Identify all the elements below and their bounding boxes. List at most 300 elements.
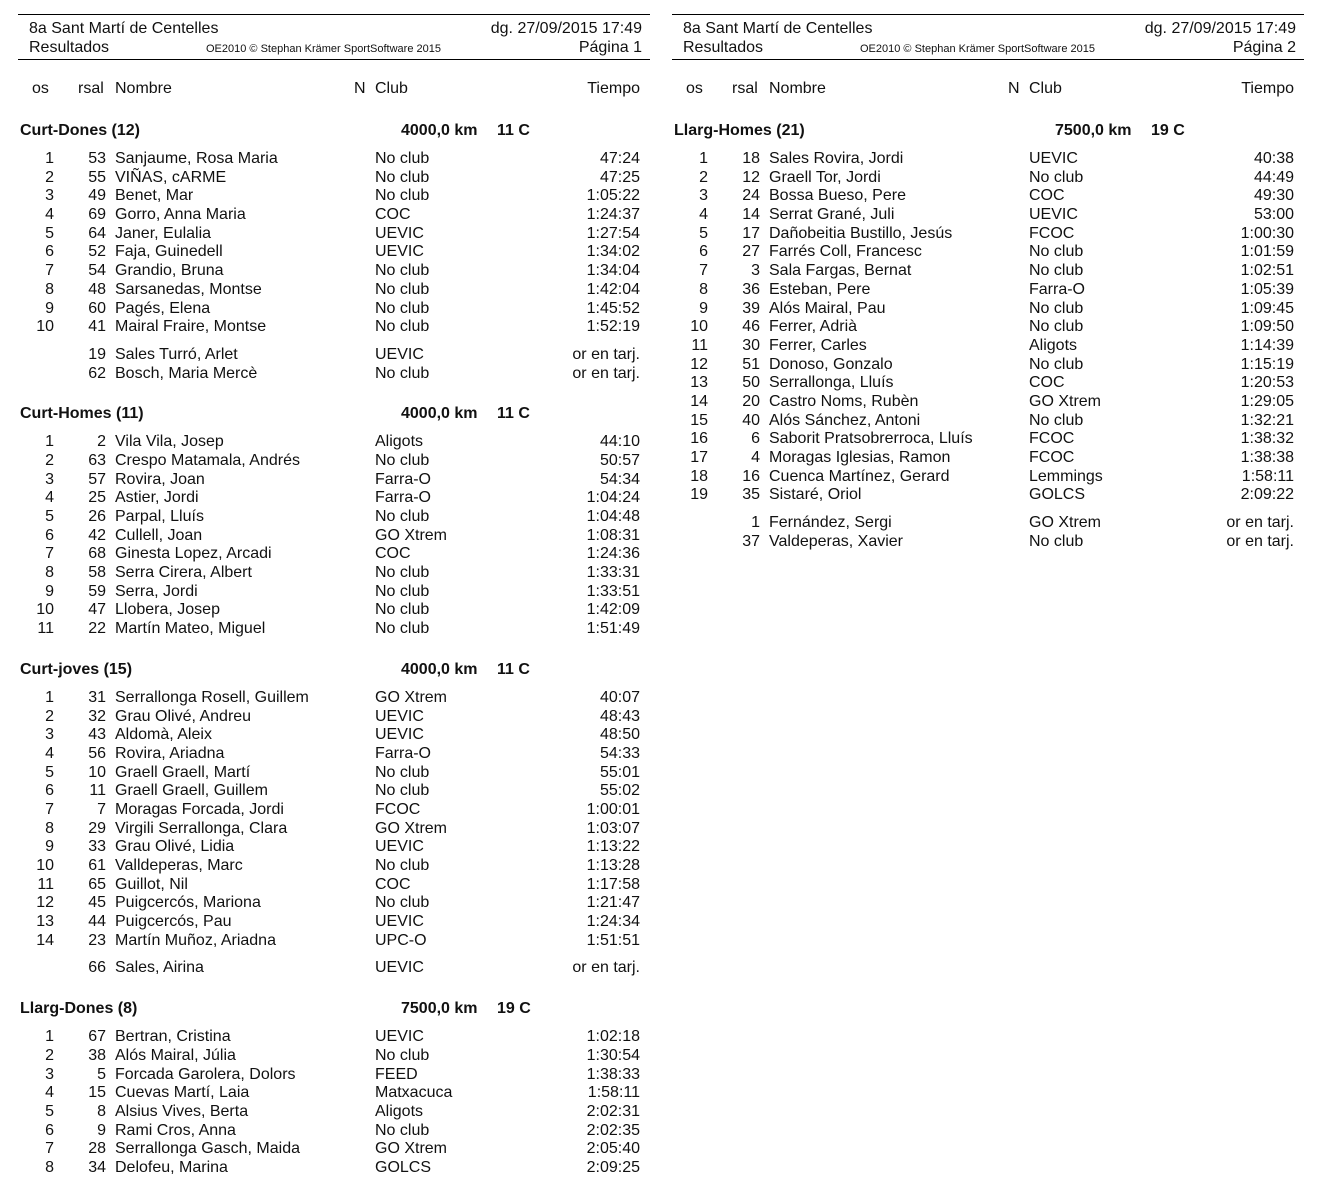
result-row [18, 262, 650, 281]
bib-number: 48 [88, 280, 106, 298]
bib-number: 28 [88, 1140, 106, 1158]
bib-number: 55 [88, 168, 106, 186]
bib-number: 9 [97, 1121, 106, 1139]
finish-time: 1:29:05 [1240, 392, 1294, 410]
runner-name: Farrés Coll, Francesc [769, 243, 922, 261]
runner-name: Serrallonga Gasch, Maida [115, 1140, 300, 1158]
club-name: UEVIC [1029, 150, 1078, 167]
runner-name: Valldeperas, Marc [115, 857, 243, 874]
result-row [18, 782, 650, 801]
finish-time: 1:33:51 [586, 582, 640, 600]
runner-name: Benet, Mar [115, 187, 194, 205]
club-name: GO Xtrem [375, 1140, 448, 1158]
club-name: GO Xtrem [375, 526, 448, 544]
runner-name: Bertran, Cristina [115, 1028, 231, 1046]
bib-number: 16 [742, 467, 760, 485]
result-row [18, 187, 650, 206]
result-row [18, 564, 650, 583]
runner-name: Grau Olivé, Andreu [115, 707, 252, 725]
bib-number: 29 [88, 819, 106, 837]
position: 12 [690, 355, 708, 373]
position: 6 [45, 782, 54, 800]
finish-time: 50:57 [599, 451, 640, 469]
runner-name: Sanjaume, Rosa Maria [115, 150, 278, 167]
result-row [18, 1028, 650, 1047]
result-row [18, 300, 650, 319]
position: 14 [36, 931, 54, 949]
finish-time: 47:24 [599, 150, 640, 167]
club-name: No club [375, 187, 430, 205]
club-name: No club [1029, 355, 1084, 373]
result-row [672, 225, 1304, 244]
position: 5 [45, 224, 54, 242]
position: 6 [699, 243, 708, 261]
finish-time: 1:02:18 [586, 1028, 640, 1046]
col-n: N [1008, 80, 1020, 97]
finish-time: 1:08:31 [586, 526, 640, 544]
class-name: Llarg-Homes (21) [674, 122, 805, 139]
bib-number: 60 [88, 299, 106, 317]
finish-time: 1:04:48 [586, 508, 640, 525]
result-row [18, 932, 650, 951]
runner-name: Virgili Serrallonga, Clara [115, 819, 288, 837]
bib-number: 64 [88, 224, 106, 242]
bib-number: 14 [742, 206, 760, 224]
club-name: GO Xtrem [375, 819, 448, 837]
bib-number: 27 [742, 243, 760, 261]
club-name: Farra-O [375, 744, 431, 762]
result-row [672, 468, 1304, 487]
bib-number: 50 [742, 374, 760, 392]
position: 6 [45, 1121, 54, 1139]
col-n: N [354, 80, 366, 97]
finish-time: 1:38:33 [586, 1065, 640, 1083]
col-position: os [686, 80, 703, 97]
runner-name: Alós Sánchez, Antoni [769, 411, 921, 429]
runner-name: Graell Graell, Martí [115, 763, 251, 781]
runner-name: Moragas Iglesias, Ramon [769, 449, 951, 466]
bib-number: 22 [88, 620, 106, 638]
club-name: No club [375, 620, 430, 638]
print-datetime: dg. 27/09/2015 17:49 [490, 20, 642, 37]
bib-number: 3 [751, 262, 760, 280]
runner-name: Ferrer, Adrià [769, 318, 858, 336]
class-controls: 11 C [497, 122, 530, 139]
bib-number: 52 [88, 243, 106, 261]
finish-time: 1:24:37 [586, 206, 640, 224]
runner-name: Grau Olivé, Lidia [115, 838, 235, 856]
class-block [672, 122, 1304, 551]
runner-name: Sala Fargas, Bernat [769, 262, 912, 280]
result-row [18, 876, 650, 895]
result-row [18, 281, 650, 300]
runner-name: Serrallonga, Lluís [769, 374, 894, 392]
bib-number: 26 [88, 508, 106, 525]
club-name: UEVIC [375, 959, 424, 977]
col-name: Nombre [115, 80, 172, 97]
finish-time: 1:09:50 [1240, 318, 1294, 336]
result-row [672, 318, 1304, 337]
bib-number: 37 [742, 532, 760, 550]
club-name: No club [1029, 411, 1084, 429]
result-row [672, 187, 1304, 206]
runner-name: Mairal Fraire, Montse [115, 318, 267, 336]
col-name: Nombre [769, 80, 826, 97]
result-row [18, 1047, 650, 1066]
result-row [672, 486, 1304, 505]
club-name: FCOC [1029, 449, 1075, 466]
position: 13 [36, 913, 54, 931]
finish-time: 54:33 [599, 744, 640, 762]
finish-time: 1:21:47 [586, 894, 640, 912]
finish-time: 1:58:11 [587, 1084, 640, 1102]
result-row [18, 150, 650, 169]
finish-time: 1:24:36 [586, 545, 640, 563]
bib-number: 53 [88, 150, 106, 167]
runner-name: Graell Tor, Jordi [769, 168, 881, 186]
club-name: No club [375, 280, 430, 298]
results-page-1 [18, 14, 650, 1178]
position: 14 [690, 392, 708, 410]
club-name: UEVIC [375, 707, 424, 725]
result-row [18, 1084, 650, 1103]
finish-time: 1:13:22 [586, 838, 640, 856]
result-row [18, 471, 650, 490]
runner-name: Martín Mateo, Miguel [115, 620, 266, 638]
position: 3 [45, 187, 54, 205]
bib-number: 10 [88, 763, 106, 781]
club-name: No club [1029, 243, 1084, 261]
club-name: Farra-O [375, 489, 431, 507]
runner-name: Puigcercós, Mariona [115, 894, 261, 912]
finish-time: 1:52:19 [586, 318, 640, 336]
club-name: Aligots [1029, 336, 1078, 354]
position: 3 [45, 726, 54, 744]
result-row [18, 527, 650, 546]
runner-name: Ferrer, Carles [769, 336, 867, 354]
club-name: GOLCS [1029, 486, 1086, 504]
position: 11 [37, 620, 54, 638]
result-row [18, 318, 650, 337]
finish-time: or en tarj. [1226, 532, 1294, 550]
result-row [18, 206, 650, 225]
finish-time: 2:05:40 [586, 1140, 640, 1158]
position: 10 [690, 318, 708, 336]
result-row [672, 300, 1304, 319]
bib-number: 34 [88, 1158, 106, 1176]
club-name: FEED [375, 1065, 418, 1083]
bib-number: 33 [88, 838, 106, 856]
position: 4 [45, 1084, 54, 1102]
mispunch-list [18, 346, 650, 383]
position: 1 [45, 433, 54, 451]
bib-number: 59 [88, 582, 106, 600]
finish-time: 1:34:04 [586, 262, 640, 280]
finish-time: 1:34:02 [586, 243, 640, 261]
finish-time: 1:00:01 [586, 800, 640, 818]
column-headers [672, 80, 1304, 100]
club-name: FCOC [1029, 224, 1075, 242]
finish-time: 1:20:53 [1240, 374, 1294, 392]
position: 15 [690, 411, 708, 429]
finish-time: 55:01 [599, 763, 640, 781]
position: 1 [45, 1028, 54, 1046]
result-row [18, 894, 650, 913]
result-row [18, 913, 650, 932]
finish-time: or en tarj. [572, 345, 640, 363]
col-club: Club [375, 80, 408, 97]
runner-name: Ginesta Lopez, Arcadi [115, 545, 272, 563]
club-name: COC [1029, 374, 1065, 392]
class-block [18, 405, 650, 639]
class-controls: 11 C [497, 660, 530, 678]
finish-time: 1:30:54 [586, 1046, 640, 1064]
result-row [672, 449, 1304, 468]
position: 1 [45, 688, 54, 706]
club-name: Aligots [375, 433, 424, 451]
position: 4 [699, 206, 708, 224]
club-name: COC [375, 206, 411, 224]
finish-time: 1:32:21 [1240, 411, 1294, 429]
class-name: Curt-Dones (12) [20, 122, 141, 139]
runner-name: Sistaré, Oriol [769, 486, 862, 504]
event-title: 8a Sant Martí de Centelles [29, 20, 219, 37]
class-distance: 4000,0 km [401, 660, 478, 678]
runner-name: Aldomà, Aleix [115, 726, 212, 744]
bib-number: 7 [97, 800, 106, 818]
runner-name: Gorro, Anna Maria [115, 206, 246, 224]
runner-name: Sales Turró, Arlet [115, 345, 238, 363]
position: 12 [36, 894, 54, 912]
mispunch-list [672, 514, 1304, 551]
position: 10 [36, 318, 54, 336]
runner-name: Vila Vila, Josep [115, 433, 224, 451]
position: 7 [45, 800, 54, 818]
runner-name: Astier, Jordi [115, 489, 199, 507]
bib-number: 4 [751, 449, 760, 466]
runner-name: Guillot, Nil [115, 875, 188, 893]
class-header [672, 122, 1304, 142]
position: 4 [45, 206, 54, 224]
bib-number: 46 [742, 318, 760, 336]
runner-name: Graell Graell, Guillem [115, 782, 268, 800]
runner-name: Puigcercós, Pau [115, 913, 232, 931]
event-title: 8a Sant Martí de Centelles [683, 20, 873, 37]
position: 10 [36, 857, 54, 874]
finish-time: 1:51:51 [586, 931, 640, 949]
finish-time: 53:00 [1253, 206, 1294, 224]
position: 10 [36, 601, 54, 619]
result-row [672, 374, 1304, 393]
runner-name: Forcada Garolera, Dolors [115, 1065, 296, 1083]
finish-time: 1:17:58 [586, 875, 640, 893]
bib-number: 45 [88, 894, 106, 912]
result-row [672, 412, 1304, 431]
class-name: Curt-Homes (11) [20, 405, 144, 423]
finish-time: 1:01:59 [1240, 243, 1294, 261]
club-name: No club [375, 894, 430, 912]
bib-number: 19 [88, 345, 106, 363]
position: 7 [45, 545, 54, 563]
bib-number: 42 [88, 526, 106, 544]
runner-name: Faja, Guinedell [115, 243, 223, 261]
bib-number: 11 [89, 782, 106, 800]
class-distance: 4000,0 km [401, 122, 478, 139]
club-name: FCOC [1029, 430, 1075, 448]
bib-number: 58 [88, 564, 106, 582]
result-row [672, 337, 1304, 356]
result-row [18, 545, 650, 564]
club-name: UEVIC [375, 345, 424, 363]
runner-name: Crespo Matamala, Andrés [115, 451, 300, 469]
runner-name: Valdeperas, Xavier [769, 532, 903, 550]
class-block [18, 122, 650, 383]
bib-number: 2 [97, 433, 106, 451]
position: 13 [690, 374, 708, 392]
software-copyright: OE2010 © Stephan Krämer SportSoftware 2015 [206, 43, 441, 55]
club-name: COC [1029, 187, 1065, 205]
finish-time: 1:14:39 [1240, 336, 1294, 354]
bib-number: 32 [88, 707, 106, 725]
position: 18 [690, 467, 708, 485]
club-name: No club [375, 601, 430, 619]
bib-number: 12 [742, 168, 760, 186]
result-row [18, 620, 650, 639]
finish-time: 1:38:38 [1240, 449, 1294, 466]
runner-name: Llobera, Josep [115, 601, 220, 619]
club-name: No club [1029, 318, 1084, 336]
software-copyright: OE2010 © Stephan Krämer SportSoftware 2015 [860, 43, 1095, 55]
club-name: UPC-O [375, 931, 427, 949]
club-name: No club [375, 564, 430, 582]
col-bib: rsal [78, 80, 104, 97]
result-row [672, 393, 1304, 412]
finish-time: 48:43 [599, 707, 640, 725]
runner-name: Alós Mairal, Pau [769, 299, 886, 317]
club-name: GO Xtrem [1029, 514, 1102, 532]
finish-time: 1:00:30 [1240, 224, 1294, 242]
bib-number: 67 [88, 1028, 106, 1046]
club-name: No club [1029, 262, 1084, 280]
finish-time: 1:42:09 [586, 601, 640, 619]
club-name: UEVIC [1029, 206, 1078, 224]
runner-name: Sales Rovira, Jordi [769, 150, 904, 167]
position: 2 [45, 451, 54, 469]
club-name: UEVIC [375, 838, 424, 856]
position: 7 [45, 262, 54, 280]
runner-name: Castro Noms, Rubèn [769, 392, 919, 410]
col-time: Tiempo [1241, 80, 1294, 97]
position: 4 [45, 489, 54, 507]
club-name: Aligots [375, 1102, 424, 1120]
result-row [18, 169, 650, 188]
runner-name: Sales, Airina [115, 959, 204, 977]
result-row [18, 225, 650, 244]
report-title: Resultados [683, 39, 764, 56]
club-name: UEVIC [375, 726, 424, 744]
mispunch-row [672, 533, 1304, 552]
bib-number: 23 [88, 931, 106, 949]
bib-number: 54 [88, 262, 106, 280]
position: 9 [45, 299, 54, 317]
club-name: UEVIC [375, 913, 424, 931]
position: 3 [699, 187, 708, 205]
finish-time: 48:50 [599, 726, 640, 744]
position: 7 [45, 1140, 54, 1158]
bib-number: 6 [751, 430, 760, 448]
result-row [18, 601, 650, 620]
result-row [18, 1066, 650, 1085]
result-row [672, 356, 1304, 375]
result-row [18, 689, 650, 708]
runner-name: Pagés, Elena [115, 299, 211, 317]
result-row [18, 1122, 650, 1141]
position: 1 [699, 150, 708, 167]
result-row [18, 433, 650, 452]
bib-number: 1 [751, 514, 760, 532]
bib-number: 40 [742, 411, 760, 429]
club-name: GO Xtrem [1029, 392, 1102, 410]
result-row [18, 452, 650, 471]
page-header [18, 14, 650, 60]
bib-number: 31 [88, 688, 106, 706]
finish-time: 1:03:07 [586, 819, 640, 837]
mispunch-list [18, 959, 650, 978]
finish-time: or en tarj. [572, 959, 640, 977]
finish-time: or en tarj. [1226, 514, 1294, 532]
runner-name: Cuenca Martínez, Gerard [769, 467, 950, 485]
runner-name: VIÑAS, cARME [115, 168, 227, 186]
class-header [18, 661, 650, 681]
club-name: No club [375, 262, 430, 280]
finish-time: 54:34 [599, 470, 640, 488]
runner-name: Sarsanedas, Montse [115, 280, 262, 298]
bib-number: 49 [88, 187, 106, 205]
result-row [672, 281, 1304, 300]
page-header [672, 14, 1304, 60]
runner-name: Rovira, Joan [115, 470, 205, 488]
club-name: Lemmings [1029, 467, 1103, 485]
page-number: Página 1 [578, 39, 642, 56]
result-row [18, 1103, 650, 1122]
finish-time: 1:51:49 [586, 620, 640, 638]
position: 8 [45, 564, 54, 582]
bib-number: 43 [88, 726, 106, 744]
club-name: No club [375, 582, 430, 600]
bib-number: 41 [88, 318, 106, 336]
club-name: No club [375, 150, 430, 167]
results-page-2 [672, 14, 1304, 551]
club-name: Matxacuca [375, 1084, 453, 1102]
result-row [18, 1159, 650, 1178]
runner-name: Rami Cros, Anna [115, 1121, 236, 1139]
result-row [18, 838, 650, 857]
runner-name: Serrat Grané, Juli [769, 206, 895, 224]
bib-number: 57 [88, 470, 106, 488]
finish-time: 47:25 [599, 168, 640, 186]
finish-time: 55:02 [599, 782, 640, 800]
bib-number: 61 [88, 857, 106, 874]
finish-time: 1:33:31 [586, 564, 640, 582]
finish-time: 1:04:24 [586, 489, 640, 507]
bib-number: 66 [88, 959, 106, 977]
col-position: os [32, 80, 49, 97]
result-row [18, 820, 650, 839]
result-row [18, 583, 650, 602]
position: 5 [45, 508, 54, 525]
bib-number: 39 [742, 299, 760, 317]
position: 1 [45, 150, 54, 167]
